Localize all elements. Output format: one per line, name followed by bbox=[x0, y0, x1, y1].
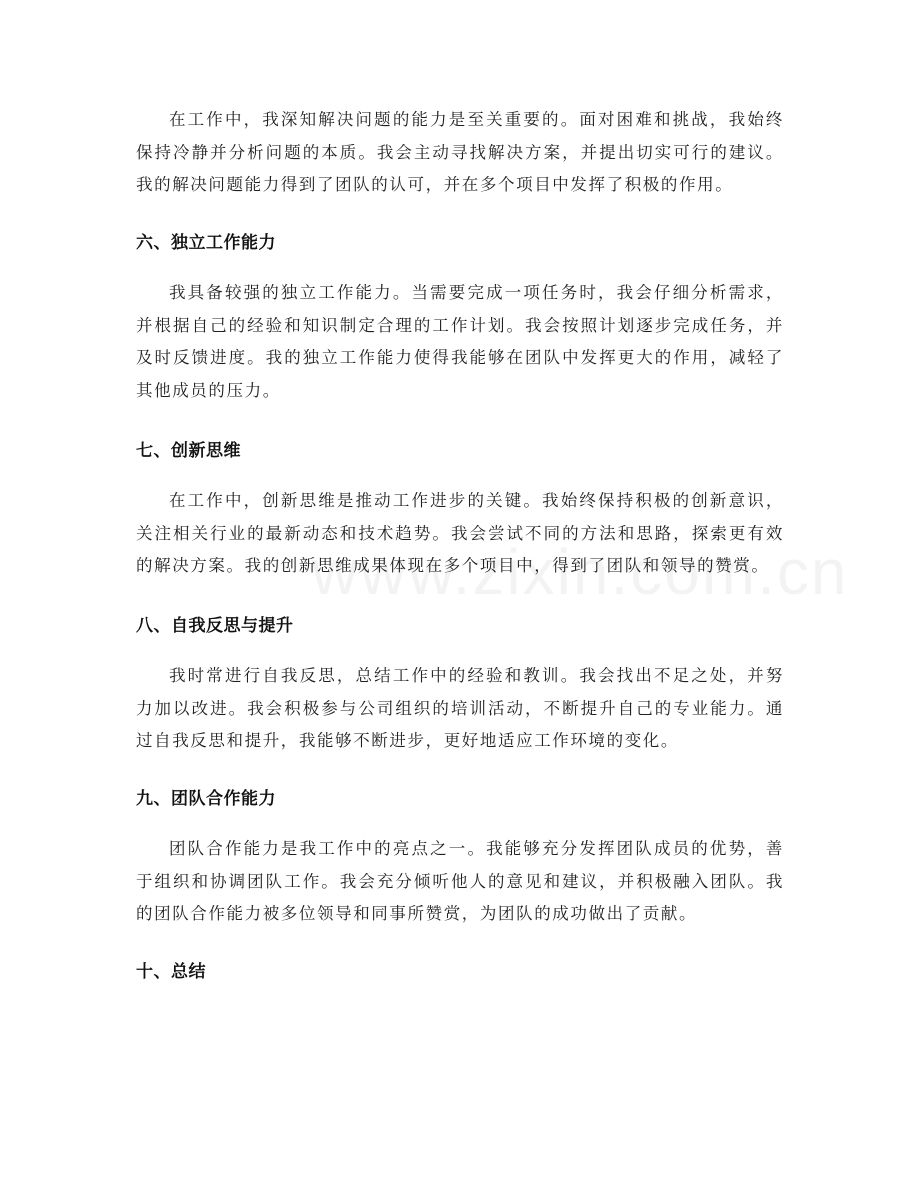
section-heading-independent-work: 六、独立工作能力 bbox=[136, 233, 276, 253]
intro-paragraph: 在工作中，我深知解决问题的能力是至关重要的。面对困难和挑战，我始终保持冷静并分析问题的本质。我会主动寻找解决方案，并提出切实可行的建议。我的解决问题能力得到了团队的认可，并在多个项目中发挥了积极的作用。 bbox=[136, 110, 784, 194]
section-heading-innovative-thinking: 七、创新思维 bbox=[136, 441, 241, 461]
section-paragraph-innovative-thinking: 在工作中，创新思维是推动工作进步的关键。我始终保持积极的创新意识，关注相关行业的最新动态和技术趋势。我会尝试不同的方法和思路，探索更有效的解决方案。我的创新思维成果体现在多个项目中，得到了团队和领导的赞赏。 bbox=[136, 491, 784, 575]
section-paragraph-self-reflection: 我时常进行自我反思，总结工作中的经验和教训。我会找出不足之处，并努力加以改进。我会积极参与公司组织的培训活动，不断提升自己的专业能力。通过自我反思和提升，我能够不断进步，更好地适应工作环境的变化。 bbox=[136, 666, 784, 750]
section-paragraph-teamwork: 团队合作能力是我工作中的亮点之一。我能够充分发挥团队成员的优势，善于组织和协调团队工作。我会充分倾听他人的意见和建议，并积极融入团队。我的团队合作能力被多位领导和同事所赞赏，为团队的成功做出了贡献。 bbox=[136, 839, 784, 923]
section-heading-self-reflection: 八、自我反思与提升 bbox=[136, 616, 294, 636]
section-heading-summary: 十、总结 bbox=[136, 962, 206, 982]
section-paragraph-independent-work: 我具备较强的独立工作能力。当需要完成一项任务时，我会仔细分析需求，并根据自己的经验和知识制定合理的工作计划。我会按照计划逐步完成任务，并及时反馈进度。我的独立工作能力使得我能够在团队中发挥更大的作用，减轻了其他成员的压力。 bbox=[136, 283, 784, 400]
section-heading-teamwork: 九、团队合作能力 bbox=[136, 789, 276, 809]
